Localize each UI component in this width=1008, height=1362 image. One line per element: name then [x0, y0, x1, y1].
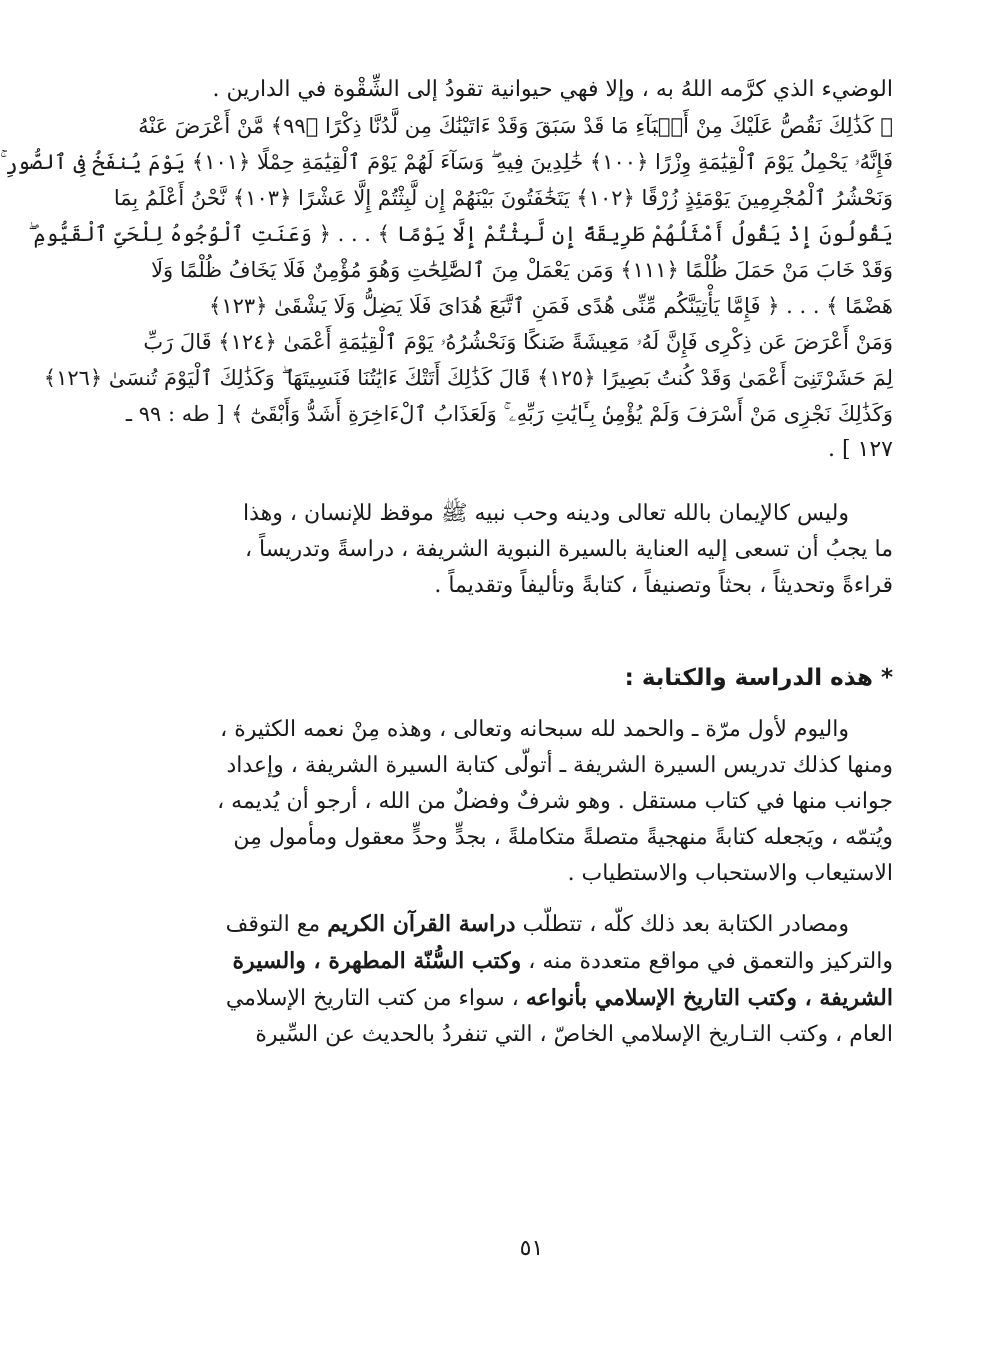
bold-run: وكتب السُّنّة المطهرة ، والسيرة — [232, 948, 522, 974]
paragraph-3 — [183, 906, 893, 1053]
paragraph-line: ويُتمّه ، ويَجعله كتابةً منهجيةً متصلةً متكاملةً ، بجدٍّ وحدٍّ معقول ومأمول مِن — [233, 825, 893, 850]
quran-verse-line: ﴿ كَذَٰلِكَ نَقُصُّ عَلَيْكَ مِنْ أَنۢبَآءِ مَا قَدْ سَبَقَ وَقَدْ ءَاتَيْنَٰكَ مِن لَّدُنَّا ذِكْرًا ﴿٩٩﴾ مَّنْ أَعْرَضَ عَنْهُ — [138, 114, 893, 138]
paragraph-line: ومنها كذلك تدريس السيرة الشريفة ـ أتولّى كتابة السيرة الشريفة ، وإعداد — [226, 753, 893, 778]
page-content — [0, 72, 893, 1053]
paragraph-2 — [183, 712, 893, 892]
paragraph-line — [183, 906, 893, 943]
bold-run: الشريفة ، وكتب التاريخ الإسلامي بأنواعه — [525, 985, 893, 1011]
paragraph-line: العام ، وكتب التـاريخ الإسلامي الخاصّ ، التي تنفردُ بالحديث عن السِّيرة — [255, 1022, 893, 1047]
paragraph-line: قراءةً وتحديثاً ، بحثاً وتصنيفاً ، كتابةً وتأليفاً وتقديماً . — [434, 573, 893, 598]
intro-line: الوضيء الذي كرَّمه اللهُ به ، وإلا فهي حيوانية تقودُ إلى الشِّقْوة في الدارين . — [212, 77, 893, 102]
quran-verse-line: فَإِنَّهُۥ يَحْمِلُ يَوْمَ ٱلْقِيَٰمَةِ وِزْرًا ﴿١٠٠﴾ خَٰلِدِينَ فِيهِ ۖ وَسَآءَ لَهُمْ يَوْمَ ٱلْقِيَٰمَةِ حِمْلًا ﴿١٠١﴾ يَوْمَ يُنفَخُ فِى ٱلصُّورِ ۚ — [0, 150, 893, 174]
quran-verse-line: وَقَدْ خَابَ مَنْ حَمَلَ ظُلْمًا ﴿١١١﴾ وَمَن يَعْمَلْ مِنَ ٱلصَّٰلِحَٰتِ وَهُوَ مُؤْمِنٌ فَلَا يَخَافُ ظُلْمًا وَلَا — [151, 258, 893, 282]
heading-star: * — [880, 665, 893, 691]
quran-verse-line: هَضْمًا ﴾ . . . ﴿ فَإِمَّا يَأْتِيَنَّكُم مِّنِّى هُدًى فَمَنِ ٱتَّبَعَ هُدَاىَ فَلَا يَضِلُّ وَلَا يَشْقَىٰ ﴿١٢٣﴾ — [209, 294, 893, 318]
quran-block — [0, 72, 893, 468]
paragraph-line: واليوم لأول مرّة ـ والحمد لله سبحانه وتعالى ، وهذه مِنْ نعمه الكثيرة ، — [220, 717, 849, 742]
section-heading — [183, 658, 893, 698]
text-run: ومصادر الكتابة بعد ذلك كلّه ، تتطلّب — [515, 912, 849, 937]
page-number: ٥١ — [519, 1236, 544, 1261]
quran-verse-line: وَكَذَٰلِكَ نَجْزِى مَنْ أَسْرَفَ وَلَمْ يُؤْمِنۢ بِـَٔايَٰتِ رَبِّهِۦ ۚ وَلَعَذَابُ ٱلْءَاخِرَةِ أَشَدُّ وَأَبْقَىٰٓ ﴾ [ طه : ٩٩ ـ — [125, 402, 893, 426]
paragraph-line: الاستيعاب والاستحباب والاستطياب . — [567, 861, 893, 886]
paragraph-1 — [183, 496, 893, 604]
text-run: ، سواء من كتب التاريخ الإسلامي — [225, 986, 526, 1011]
quran-reference-end: ١٢٧ ] . — [827, 437, 893, 462]
paragraph-line — [183, 943, 893, 980]
paragraph-line — [183, 980, 893, 1017]
paragraph-line: جوانب منها في كتاب مستقل . وهو شرفٌ وفضلٌ من الله ، أرجو أن يُديمه ، — [217, 789, 893, 814]
text-run: والتركيز والتعمق في مواقع متعددة منه ، — [521, 949, 893, 974]
bold-run: دراسة القرآن الكريم — [327, 911, 516, 937]
paragraph-line: ما يجبُ أن تسعى إليه العناية بالسيرة النبوية الشريفة ، دراسةً وتدريساً ، — [244, 537, 893, 562]
quran-verse-line: وَمَنْ أَعْرَضَ عَن ذِكْرِى فَإِنَّ لَهُۥ مَعِيشَةً ضَنكًا وَنَحْشُرُهُۥ يَوْمَ ٱلْقِيَٰمَةِ أَعْمَىٰ ﴿١٢٤﴾ قَالَ رَبِّ — [143, 330, 893, 354]
quran-verse-line: يَقُولُونَ إِذْ يَقُولُ أَمْثَلُهُمْ طَرِيقَةً إِن لَّبِثْتُمْ إِلَّا يَوْمًا ﴾ . . . ﴿ وَعَنَتِ ٱلْوُجُوهُ لِلْحَىِّ ٱلْقَيُّومِ ۖ — [28, 222, 893, 246]
quran-verse-line: وَنَحْشُرُ ٱلْمُجْرِمِينَ يَوْمَئِذٍ زُرْقًا ﴿١٠٢﴾ يَتَخَٰفَتُونَ بَيْنَهُمْ إِن لَّبِثْتُمْ إِلَّا عَشْرًا ﴿١٠٣﴾ نَّحْنُ أَعْلَمُ بِمَا — [113, 186, 893, 210]
quran-verse-line: لِمَ حَشَرْتَنِىٓ أَعْمَىٰ وَقَدْ كُنتُ بَصِيرًا ﴿١٢٥﴾ قَالَ كَذَٰلِكَ أَتَتْكَ ءَايَٰتُنَا فَنَسِيتَهَا ۖ وَكَذَٰلِكَ ٱلْيَوْمَ تُنسَىٰ ﴿١٢٦﴾ — [43, 366, 893, 390]
paragraph-line: وليس كالإيمان بالله تعالى ودينه وحب نبيه ﷺ موقظ للإنسان ، وهذا — [243, 501, 849, 526]
heading-text: هذه الدراسة والكتابة : — [624, 665, 873, 691]
text-run: مع التوقف — [225, 912, 328, 937]
